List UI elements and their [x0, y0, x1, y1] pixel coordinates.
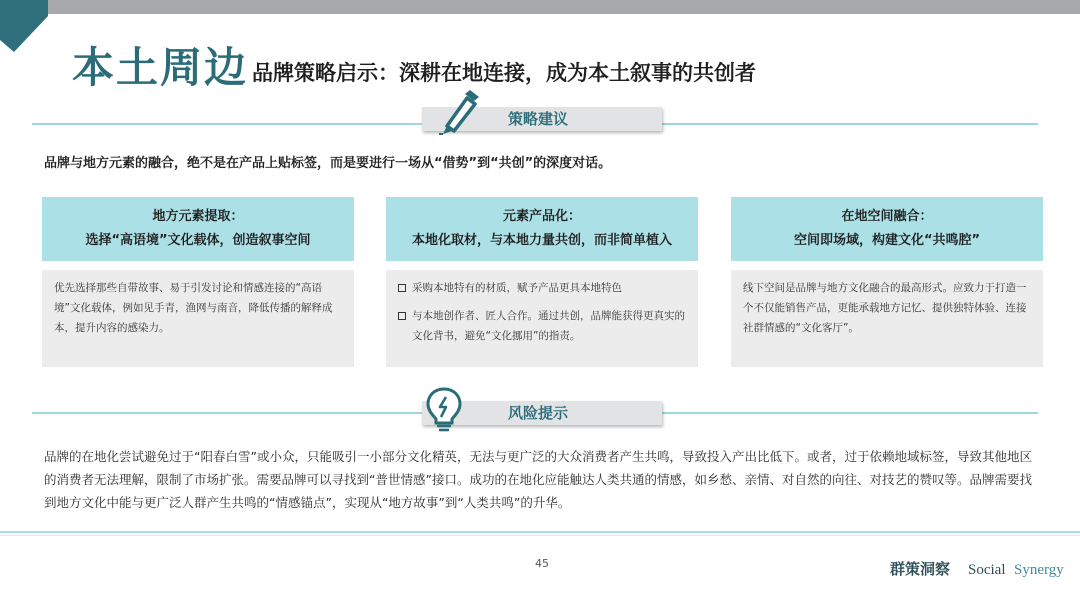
footer-divider [0, 531, 1080, 533]
checkbox-bullet-icon [398, 312, 406, 320]
page-number: 45 [535, 557, 549, 570]
column-title: 在地空间融合： [841, 209, 933, 224]
column-header-space-fusion [731, 197, 1043, 261]
risk-text: 品牌的在地化尝试避免过于“阳春白雪”或小众，只能吸引一小部分文化精英，无法与更广泛的大众消费者产生共鸣，导致投入产出比低下。或者，过于依赖地域标签，导致其他地区的消费者无法理解，限制了市场扩张。需要品牌可以寻找到“普世情感”接口。成功的在地化应能触达人类共通的情感，如乡愁、亲情、对自然的向往、对技艺的赞叹等。品牌需要找到地方文化中能与更广泛人群产生共鸣的“情感锚点”，实现从“地方故事”到“人类共鸣”的升华。 [44, 449, 1032, 510]
column-title: 元素产品化： [502, 209, 581, 224]
risk-label: 风险提示 [508, 404, 569, 422]
top-bar [0, 0, 1080, 14]
column-text: 线下空间是品牌与地方文化融合的最高形式。应致力于打造一个不仅能销售产品，更能承载地方记忆、提供独特体验、连接社群情感的“文化客厅”。 [743, 282, 1027, 334]
list-item [398, 306, 686, 346]
column-body-space-fusion [731, 270, 1043, 367]
column-header-productization [386, 197, 698, 261]
lightbulb-icon [424, 386, 464, 432]
column-subtitle: 选择“高语境”文化载体，创造叙事空间 [85, 233, 311, 248]
page-title: 本土周边 [72, 43, 249, 92]
checkbox-bullet-icon [398, 284, 406, 292]
column-body-productization [386, 270, 698, 367]
brand-logo-cn: 群策洞察 [890, 560, 951, 578]
column-body-local-elements [42, 270, 354, 367]
list-item-text: 采购本地特有的材质，赋予产品更具本地特色 [412, 282, 622, 294]
list-item-text: 与本地创作者、匠人合作。通过共创，品牌能获得更真实的文化背书，避免“文化挪用”的指责。 [412, 310, 685, 342]
pencil-icon [433, 88, 483, 136]
column-text: 优先选择那些自带故事、易于引发讨论和情感连接的“高语境”文化载体，例如见手青，渔网与南音，降低传播的解释成本，提升内容的感染力。 [54, 282, 333, 334]
list-item [398, 278, 686, 298]
footer-divider-thin [0, 535, 1080, 536]
brand-logo-en-social: Social [968, 562, 1006, 578]
column-title: 地方元素提取： [152, 209, 244, 224]
page-subtitle: 品牌策略启示：深耕在地连接，成为本土叙事的共创者 [252, 61, 756, 85]
corner-triangle [0, 0, 48, 56]
column-subtitle: 本地化取材，与本地力量共创，而非简单植入 [411, 233, 672, 248]
strategy-label: 策略建议 [508, 110, 569, 128]
column-subtitle: 空间即场域，构建文化“共鸣腔” [793, 233, 981, 248]
strategy-intro: 品牌与地方元素的融合，绝不是在产品上贴标签，而是要进行一场从“借势”到“共创”的深度对话。 [44, 156, 612, 171]
brand-logo-en-synergy: Synergy [1014, 562, 1064, 578]
column-header-local-elements [42, 197, 354, 261]
